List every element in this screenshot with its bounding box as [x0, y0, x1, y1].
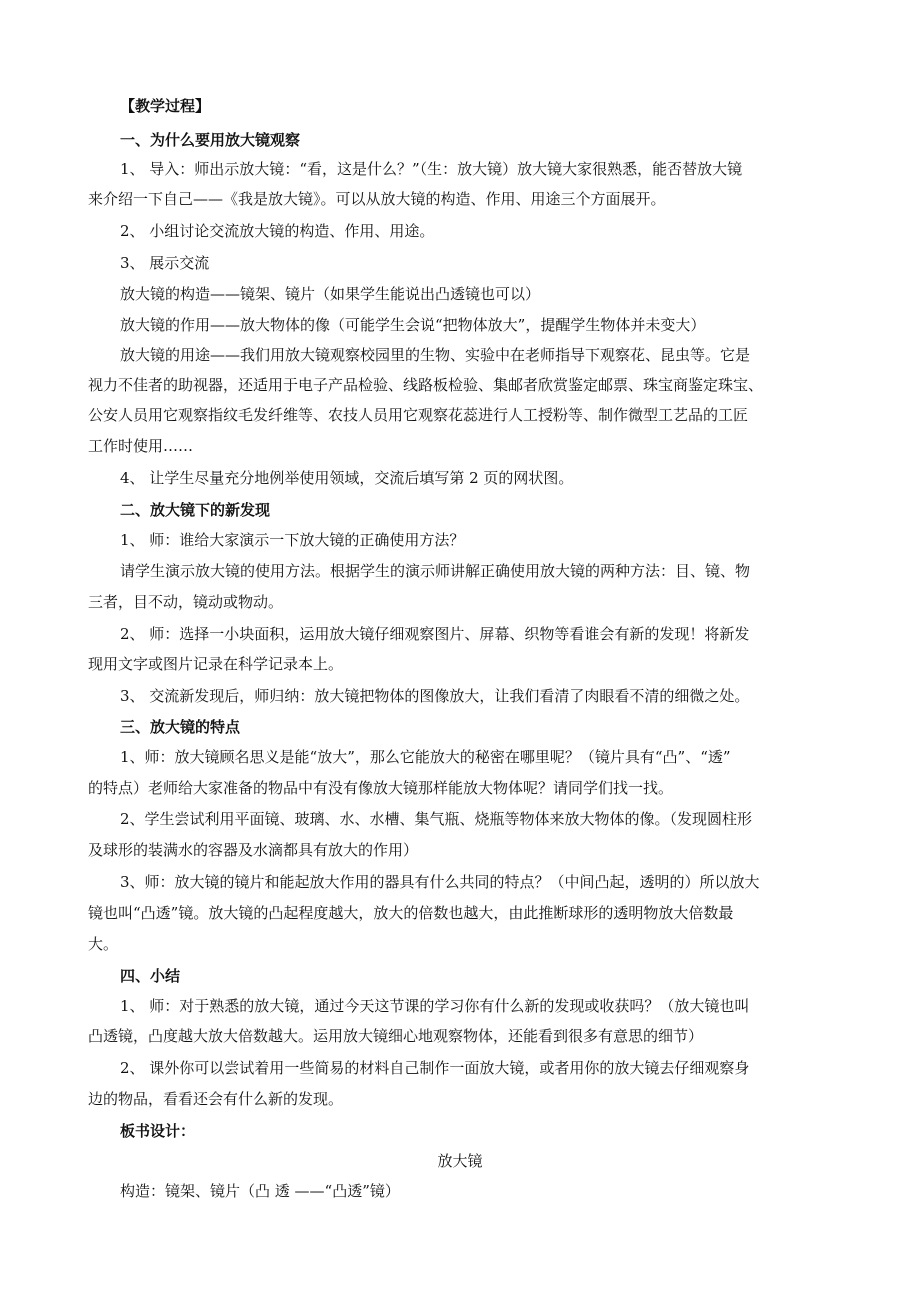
- paragraph: 及球形的装满水的容器及水滴都具有放大的作用）: [88, 841, 419, 859]
- board-design-label: 板书设计：: [120, 1122, 196, 1140]
- paragraph: 边的物品，看看还会有什么新的发现。: [88, 1090, 344, 1108]
- paragraph: 4、 让学生尽量充分地例举使用领域，交流后填写第 2 页的网状图。: [120, 469, 574, 487]
- section-heading-2: 二、放大镜下的新发现: [120, 501, 271, 519]
- paragraph: 现用文字或图片记录在科学记录本上。: [88, 655, 344, 673]
- paragraph: 2、 师：选择一小块面积，运用放大镜仔细观察图片、屏幕、织物等看谁会有新的发现！将新发: [120, 625, 750, 643]
- paragraph: 的特点）老师给大家准备的物品中有没有像放大镜那样能放大物体呢？请同学们找一找。: [88, 779, 674, 797]
- paragraph: 1、 师：谁给大家演示一下放大镜的正确使用方法？: [120, 531, 465, 549]
- board-line: 构造：镜架、镜片（凸 透 ——“凸透”镜）: [120, 1182, 400, 1200]
- paragraph: 1、师：放大镜顾名思义是能“放大”，那么它能放大的秘密在哪里呢？（镜片具有“凸”、“透”: [120, 748, 731, 766]
- paragraph: 镜也叫“凸透”镜。放大镜的凸起程度越大，放大的倍数也越大，由此推断球形的透明物放大倍数最: [88, 904, 734, 922]
- paragraph: 1、 师：对于熟悉的放大镜，通过今天这节课的学习你有什么新的发现或收获吗？（放大镜也叫: [120, 997, 750, 1015]
- paragraph: 放大镜的作用——放大物体的像（可能学生会说“把物体放大”，提醒学生物体并未变大）: [120, 316, 706, 334]
- paragraph: 视力不佳者的助视器，还适用于电子产品检验、线路板检验、集邮者欣赏鉴定邮票、珠宝商鉴定珠宝、: [88, 376, 764, 394]
- paragraph: 3、师：放大镜的镜片和能起放大作用的器具有什么共同的特点？（中间凸起，透明的）所以放大: [120, 873, 760, 891]
- paragraph: 放大镜的构造——镜架、镜片（如果学生能说出凸透镜也可以）: [120, 285, 541, 303]
- paragraph: 来介绍一下自己——《我是放大镜》。可以从放大镜的构造、作用、用途三个方面展开。: [88, 190, 666, 208]
- paragraph: 放大镜的用途——我们用放大镜观察校园里的生物、实验中在老师指导下观察花、昆虫等。它是: [120, 346, 751, 364]
- paragraph: 大。: [88, 935, 119, 953]
- board-title: 放大镜: [437, 1152, 483, 1170]
- paragraph: 凸透镜，凸度越大放大倍数越大。运用放大镜细心地观察物体，还能看到很多有意思的细节）: [88, 1027, 704, 1045]
- paragraph: 公安人员用它观察指纹毛发纤维等、农技人员用它观察花蕊进行人工授粉等、制作微型工艺品的工匠: [88, 406, 749, 424]
- document-title: 【教学过程】: [120, 97, 211, 115]
- paragraph: 1、 导入：师出示放大镜：“看，这是什么？”（生：放大镜）放大镜大家很熟悉，能否替放大镜: [120, 160, 743, 178]
- paragraph: 三者，目不动，镜动或物动。: [88, 593, 284, 611]
- section-heading-4: 四、小结: [120, 967, 181, 985]
- paragraph: 2、 小组讨论交流放大镜的构造、作用、用途。: [120, 222, 435, 240]
- paragraph: 2、学生尝试利用平面镜、玻璃、水、水槽、集气瓶、烧瓶等物体来放大物体的像。（发现圆柱形: [120, 810, 753, 828]
- paragraph: 3、 交流新发现后，师归纳：放大镜把物体的图像放大，让我们看清了肉眼看不清的细微之处。: [120, 687, 750, 705]
- paragraph: 2、 课外你可以尝试着用一些简易的材料自己制作一面放大镜，或者用你的放大镜去仔细观察身: [120, 1059, 750, 1077]
- paragraph: 工作时使用……: [88, 437, 194, 455]
- section-heading-1: 一、为什么要用放大镜观察: [120, 131, 301, 149]
- section-heading-3: 三、放大镜的特点: [120, 718, 241, 736]
- paragraph: 请学生演示放大镜的使用方法。根据学生的演示师讲解正确使用放大镜的两种方法：目、镜、物: [120, 562, 751, 580]
- paragraph: 3、 展示交流: [120, 254, 210, 272]
